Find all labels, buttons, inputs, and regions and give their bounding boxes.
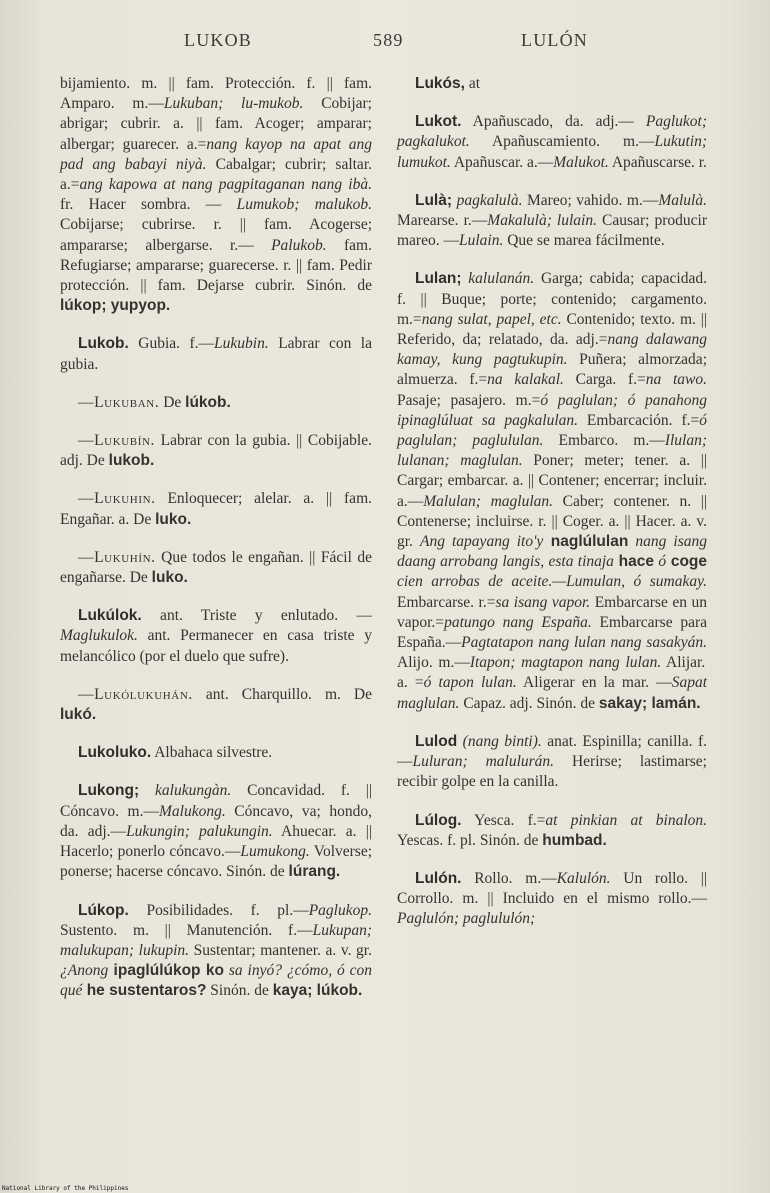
entry-lukoluko — [60, 743, 372, 763]
entry-text: Apañuscamiento. m.— — [469, 133, 655, 151]
entry-lulan — [397, 269, 707, 713]
entry-term: nang isang daang arrobang langis, — [397, 533, 707, 571]
subentry-head: —Lukólukuhán. — [78, 685, 193, 703]
running-head-right: LULÓN — [521, 30, 588, 50]
entry-term: nang sulat, papel, etc. — [421, 310, 562, 328]
entry-text: Yescas. f. pl. Sinón. de — [397, 831, 543, 849]
entry-text: Que se marea fácilmente. — [503, 232, 665, 250]
entry-term: patungo nang España. — [444, 613, 592, 631]
entry-term: Lulain. — [458, 232, 504, 250]
entry-text: Alijar. a. = — [397, 654, 706, 692]
entry-term: na tawo. — [645, 371, 707, 389]
entry-term: Maglukulok. — [60, 627, 138, 645]
entry-text: Concavidad. f. || Cóncavo. m.— — [60, 782, 372, 820]
entry-term: sa inyó? ¿cómo, ó con qué — [60, 962, 373, 1000]
entry-term: Ilulan; lulanan; maglulan. — [397, 432, 707, 470]
entry-term: nang dalawang kamay, kung pagtukupin. — [397, 331, 707, 369]
entry-term: Sapat maglulan. — [397, 674, 708, 712]
headword: Lulan; — [415, 270, 462, 288]
headword: Lulod — [415, 732, 458, 750]
entry-text: Yesca. f.= — [461, 811, 546, 829]
entry-text: Carga. f.= — [563, 371, 646, 389]
right-column — [397, 74, 707, 948]
entry-text: Embarcación. f.= — [578, 411, 700, 429]
entry-text: Ahuecar. a. || Hacerlo; ponerlo cóncavo.— — [60, 822, 372, 861]
entry-term: Paglukot; pagkalukot. — [397, 113, 707, 151]
entry-term: Malulà. — [658, 191, 707, 209]
entry-term: kalukungàn. — [139, 782, 232, 800]
entry-term: Palukob. — [271, 236, 327, 254]
entry-text: Aligerar en la mar. — — [516, 674, 672, 692]
library-credit: National Library of the Philippines — [2, 1185, 129, 1192]
cross-reference: lúrang. — [288, 863, 341, 881]
entry-text: Cabalgar; cubrir; saltar. a.= — [60, 155, 372, 194]
entry-text: Labrar con la gubia. || Cobijable. adj. De — [60, 432, 372, 470]
entry-term: Malukot. — [553, 153, 609, 171]
entry-term: (nang binti). — [457, 732, 542, 750]
entry-text: ant. Permanecer en casa triste y melancólico (por el duelo que sufre). — [60, 627, 372, 665]
entry-text: Apañuscar. a.— — [450, 153, 554, 171]
entry-text: Embarcarse. r.= — [397, 593, 496, 611]
subentry-head: —Lukuhin. — [78, 490, 156, 508]
entry-text: Poner; meter; tener. a. || Cargar; embarcar. a. || Contener; encerrar; incluir. a.— — [397, 452, 707, 510]
cross-reference: humbad. — [542, 831, 607, 849]
example-bold: coge — [666, 553, 708, 571]
entry-text: Apañuscado, da. adj.— — [461, 113, 646, 131]
entry-text: bijamiento. m. || fam. Protección. f. || fam. Amparo. m.— — [60, 75, 372, 113]
entry-text: Cobijar; abrigar; cubrir. a. || fam. Acoger; amparar; albergar; guarecer. a.= — [60, 95, 372, 153]
entry-term: Kalulón. — [556, 869, 611, 887]
entry-text: Contenido; texto. m. || Referido, da; relatado, da. adj.= — [397, 310, 707, 349]
cross-reference: luko. — [155, 510, 192, 528]
entry-lukolukuhan — [60, 685, 372, 725]
entry-term: Luluran; malulurán. — [412, 753, 555, 771]
entry-term: Lumukong. — [240, 843, 310, 861]
subentry-head: —Lukubín. — [78, 432, 156, 450]
entry-text: Marearse. r.— — [397, 212, 488, 230]
entry-term: Malukong. — [158, 802, 226, 820]
entry-text: ant. Triste y enlutado. — — [141, 607, 372, 625]
example-bold: naglúlulan — [543, 533, 629, 551]
entry-text: Caber; contener. n. || Contenerse; incluirse. r. || Coger. a. || Hacer. a. v. gr. — [397, 492, 707, 551]
entry-text: Herirse; lastimarse; recibir golpe en la canilla. — [397, 753, 707, 791]
example-bold: ipaglúlúkop ko — [108, 962, 224, 980]
entry-lukop — [60, 901, 372, 1002]
entry-term: Paglulón; paglululón; — [397, 910, 536, 928]
entry-text: Labrar con la gubia. — [60, 335, 372, 373]
entry-term: Lukutin; lumukot. — [397, 133, 707, 171]
entry-text: Embarcarse en un vapor.= — [397, 593, 707, 631]
entry-lula — [397, 191, 707, 252]
entry-text: Embarco. m.— — [543, 432, 665, 450]
headword: Lukong; — [78, 782, 140, 800]
entry-text: at — [464, 75, 481, 92]
headword: Lulón. — [415, 869, 462, 887]
entry-term: ó paglulan; paglululan. — [397, 411, 707, 450]
cross-reference: kaya; lúkob. — [272, 982, 363, 1000]
entry-lukos — [397, 74, 707, 94]
headword: Lulà; — [415, 191, 453, 209]
headword: Lukoluko. — [78, 744, 152, 762]
entry-text: Albahaca silvestre. — [151, 744, 273, 762]
entry-term: Ang tapayang ito'y — [419, 533, 544, 551]
entry-text: Sinón. de — [206, 982, 273, 1000]
subentry-head: —Lukuhín. — [78, 548, 156, 566]
entry-term: esta tinaja — [544, 553, 614, 571]
entry-lulog — [397, 811, 707, 851]
entry-term: ang kapowa at nang pagpitaganan nang ibà. — [79, 176, 372, 194]
entry-term: Makalulà; lulain. — [487, 212, 597, 230]
entry-term: Itapon; magtapon nang lulan. — [469, 654, 662, 672]
entry-term: at pinkian at binalon. — [545, 811, 707, 829]
entry-text: Un rollo. || Corrollo. m. || Incluido en el mismo rollo.— — [397, 869, 707, 908]
entry-text: Embarcarse para España.— — [397, 613, 707, 652]
entry-term: ó paglulan; ó panahong ipinaglúluat sa pagkalulan. — [397, 391, 707, 429]
headword: Lukob. — [78, 335, 129, 353]
entry-text: Alijo. m.— — [397, 654, 470, 672]
entry-term: sa isang vapor. — [495, 593, 591, 611]
entry-term: Lukupan; malukupan; lukupin. — [60, 921, 372, 959]
entry-text: Mareo; vahido. m.— — [522, 191, 659, 209]
entry-term: Malulan; maglulan. — [423, 492, 553, 510]
entry-lukuhin — [60, 489, 372, 529]
entry-lukot — [397, 112, 707, 173]
entry-text: Volverse; ponerse; hacerse cóncavo. Sinón. de — [60, 843, 373, 881]
entry-text: fam. Refugiarse; ampararse; guarecerse. r. || fam. Pedir protección. || fam. Dejarse cubrir. Sinón. de — [60, 236, 372, 295]
running-head-left: LUKOB — [184, 30, 252, 50]
entry-text: Garga; cabida; capacidad. f. || Buque; porte; contenido; cargamento. m.= — [397, 270, 707, 328]
entry-text: Capaz. adj. Sinón. de — [459, 694, 599, 712]
left-column — [60, 74, 372, 1020]
entry-lulon — [397, 869, 707, 930]
entry-text: Cóncavo, va; hondo, da. adj.— — [60, 802, 372, 840]
headword: Lukot. — [415, 113, 462, 131]
entry-text: Sustento. m. || Manutención. f.— — [60, 921, 313, 939]
entry-lukuban — [60, 393, 372, 413]
entry-term: nang kayop na apat ang pad ang babayi niyà. — [60, 135, 372, 173]
cross-reference: lukob. — [108, 452, 155, 470]
entry-text: Causar; producir mareo. — — [397, 212, 707, 250]
entry-lukob — [60, 334, 372, 374]
entry-text: De — [159, 393, 186, 411]
page-number: 589 — [373, 30, 404, 50]
entry-term: Lukubin. — [214, 335, 269, 353]
entry-term: Lumulan, ó sumakay. — [566, 573, 708, 591]
entry-term: Lukuban; lu-mukob. — [163, 95, 304, 113]
headword: Lukós, — [415, 75, 465, 92]
entry-term: cien arrobas de aceite.— — [397, 573, 567, 591]
cross-reference: sakay; lamán. — [598, 694, 701, 712]
cross-reference: lúkob. — [185, 393, 231, 411]
entry-text: Rollo. m.— — [461, 869, 557, 887]
entry-term: na kalakal. — [487, 371, 564, 389]
entry-term: ¿Anong — [60, 962, 109, 980]
entry-lukulok — [60, 606, 372, 667]
entry-text: anat. Espinilla; canilla. f.— — [397, 732, 707, 771]
entry-lukubin — [60, 431, 372, 471]
entry-term: pagkalulà. — [452, 191, 523, 209]
entry-term: kalulanán. — [461, 270, 535, 288]
cross-reference: lúkop; yupyop. — [60, 297, 171, 315]
entry-term: Paglukop. — [308, 901, 372, 919]
entry-term: Pagtatapon nang lulan nang sasakyán. — [461, 634, 707, 652]
entry-text: Pasaje; pasajero. m.= — [397, 391, 541, 409]
entry-text: Cobijarse; cubrirse. r. || fam. Acogerse; ampararse; albergarse. r.— — [60, 216, 372, 254]
entry-text: Puñera; almorzada; almuerza. f.= — [397, 351, 707, 389]
entry-term: Lukungin; palukungin. — [126, 822, 273, 840]
entry-lukong — [60, 781, 372, 882]
entry-term: Lumukob; malukob. — [236, 196, 372, 214]
entry-text: Posibilidades. f. pl.— — [128, 901, 309, 919]
example-bold: he sustentaros? — [82, 982, 207, 1000]
entry-text: Apañuscarse. r. — [608, 153, 707, 171]
example-bold: hace — [613, 553, 655, 571]
cross-reference: lukó. — [60, 706, 97, 724]
headword: Lúlog. — [415, 811, 462, 829]
entry-term: ó tapon lulan. — [423, 674, 517, 692]
cross-reference: luko. — [151, 569, 188, 587]
headword: Lukúlok. — [78, 607, 142, 625]
entry-text: fr. Hacer sombra. — — [60, 196, 237, 214]
entry-lulod — [397, 732, 707, 793]
entry-text: Gubia. f.— — [128, 335, 215, 353]
entry-text: ant. Charquillo. m. De — [192, 685, 372, 703]
headword: Lúkop. — [78, 901, 129, 919]
entry-term: ó — [654, 553, 667, 571]
entry-text: Que todos le engañan. || Fácil de engañarse. De — [60, 548, 372, 587]
entry-text: Enloquecer; alelar. a. || fam. Engañar. a. De — [60, 490, 372, 528]
entry-continuation — [60, 74, 372, 316]
entry-text: Sustentar; mantener. a. v. gr. — [189, 941, 372, 959]
subentry-head: —Lukuban. — [78, 393, 160, 411]
entry-lukuhin-2 — [60, 548, 372, 588]
